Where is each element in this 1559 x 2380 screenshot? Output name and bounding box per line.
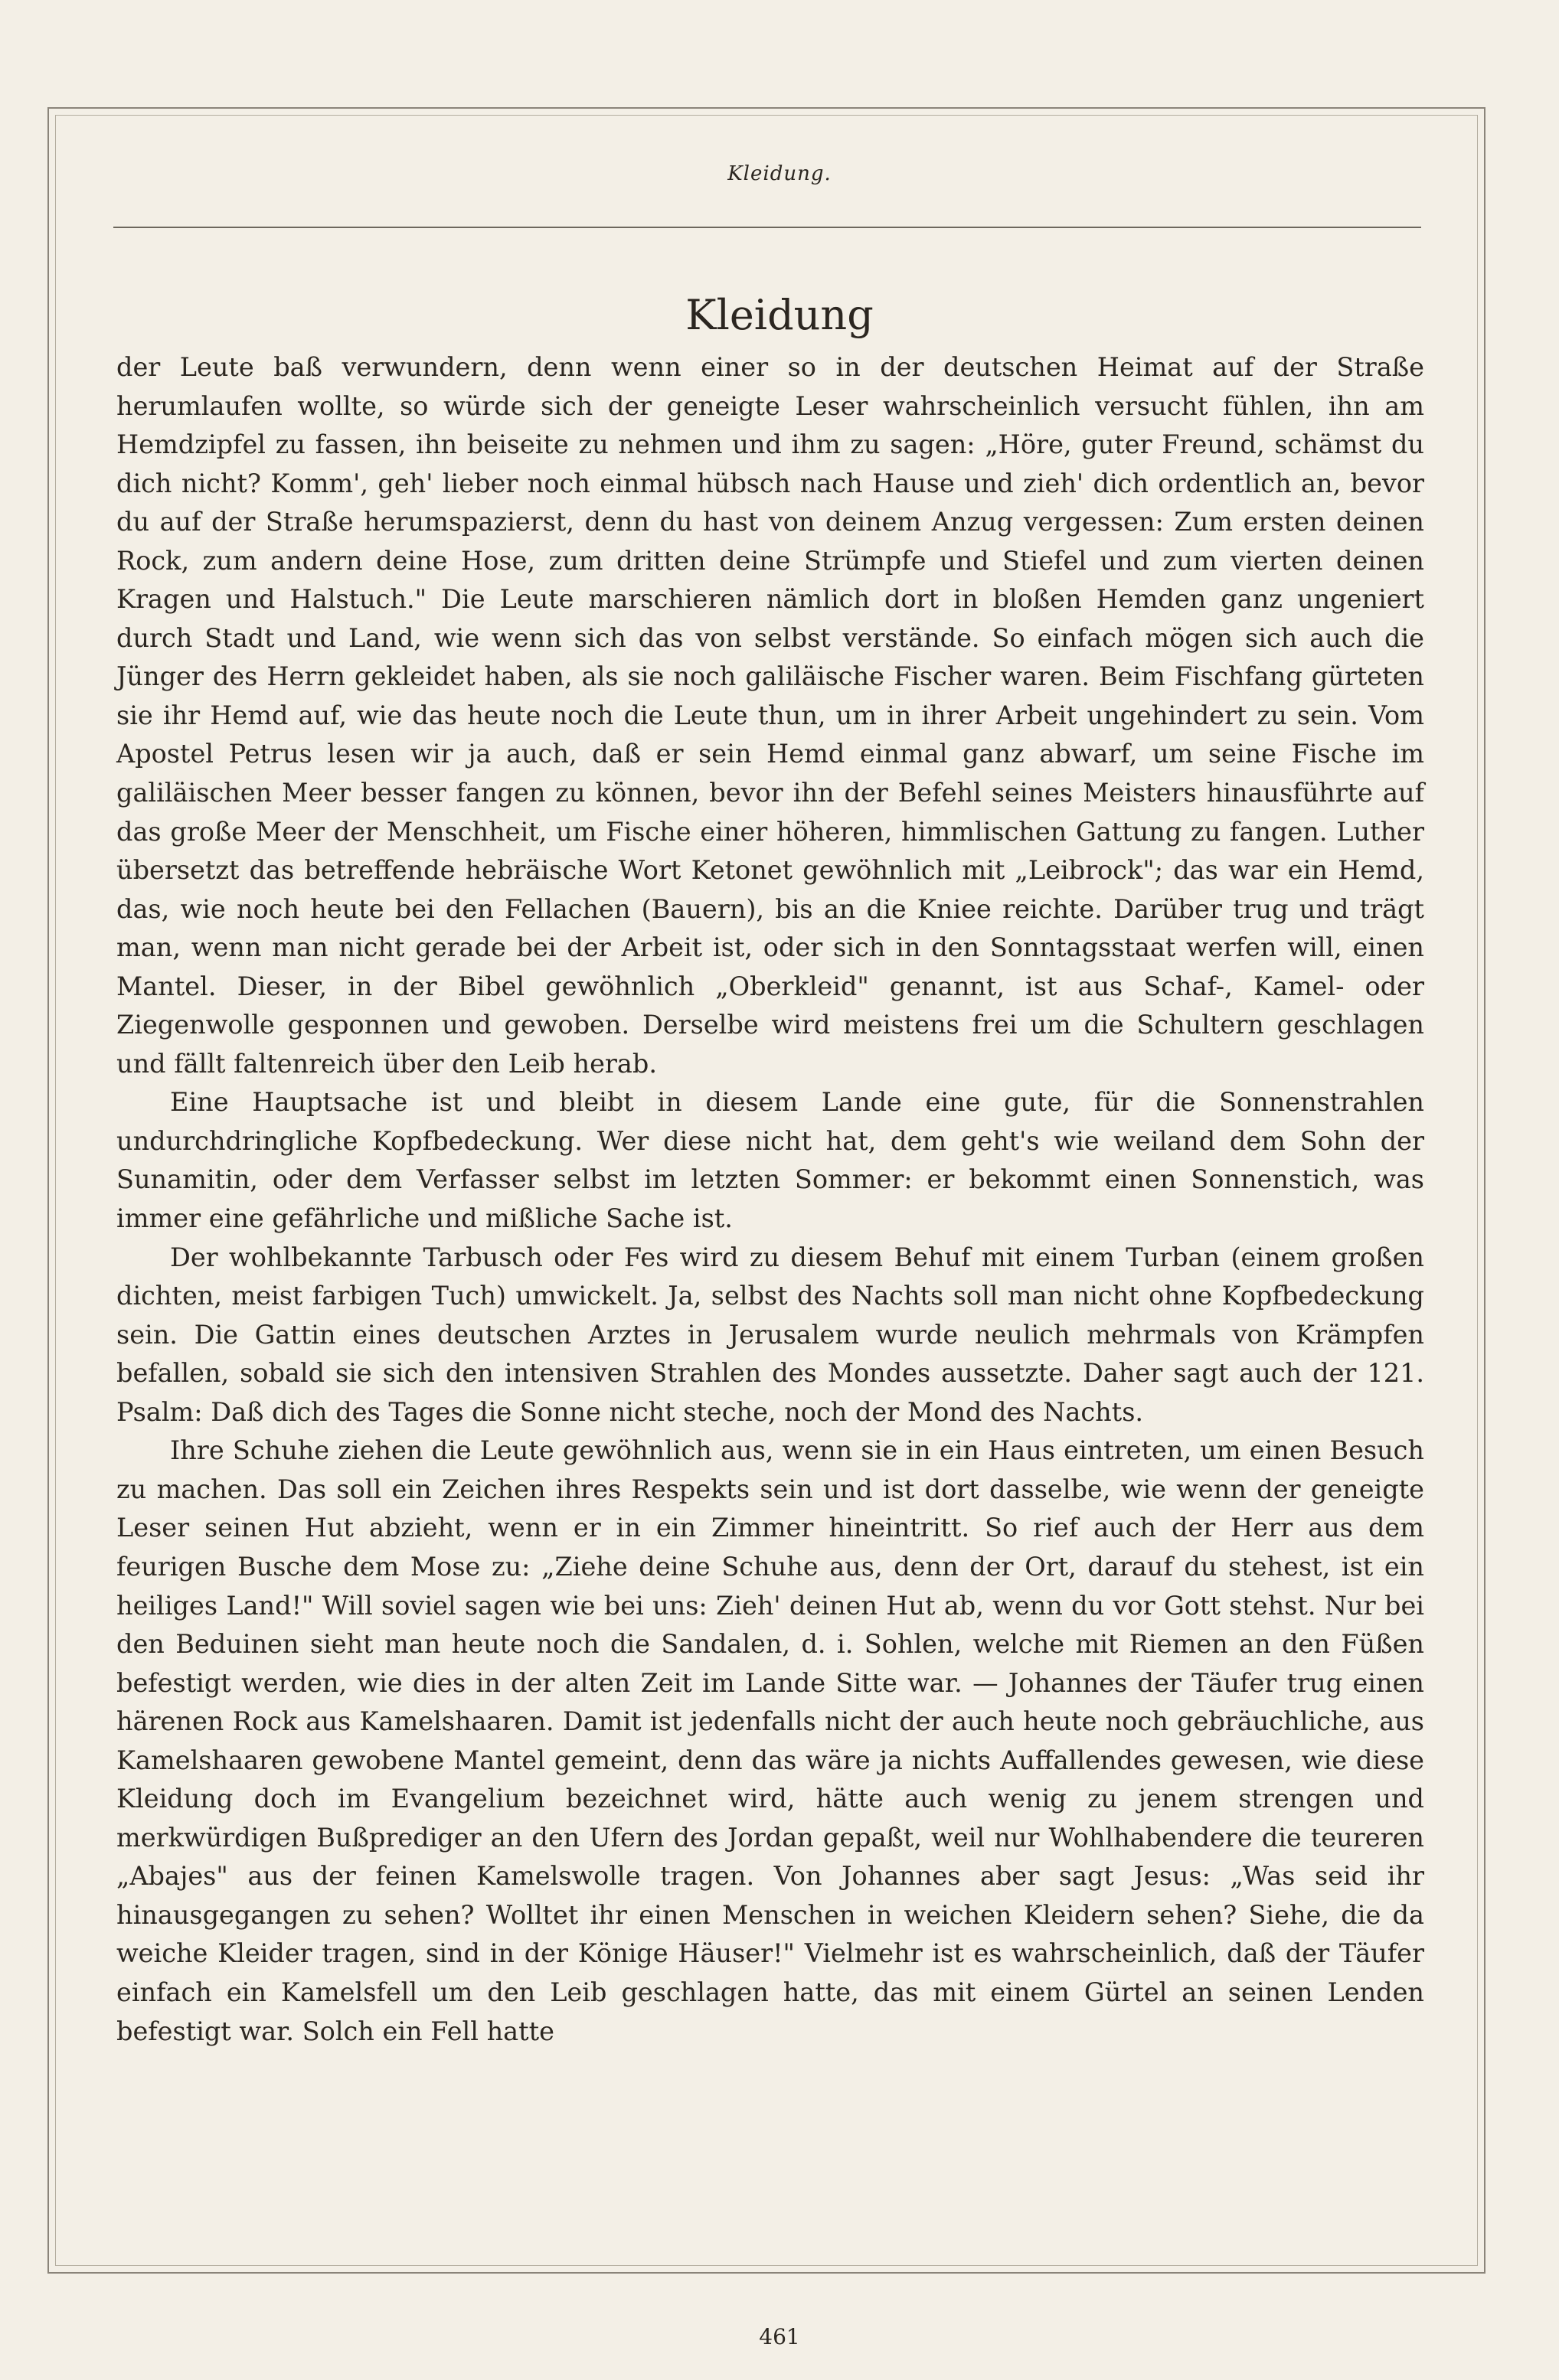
paragraph: Eine Hauptsache ist und bleibt in diesem Lande eine gute, für die Sonnenstrahlen undurchdringliche Kopfbedeckung. Wer diese nicht hat, dem geht's wie weiland dem Sohn der Sunamitin, oder dem Verfasser selbst im letzten Sommer: er bekommt einen Sonnenstich, was immer eine gefährliche und mißliche Sache ist. <box>116 1087 1424 1234</box>
running-head: Kleidung. <box>727 162 832 185</box>
paragraph: Der wohlbekannte Tarbusch oder Fes wird zu diesem Behuf mit einem Turban (einem großen dichten, meist farbigen Tuch) umwickelt. Ja, selbst des Nachts soll man nicht ohne Kopfbedeckung sein. Die Gattin eines deutschen Arztes in Jerusalem wurde neulich mehrmals von Krämpfen befallen, sobald sie sich den intensiven Strahlen des Mondes aussetzte. Daher sagt auch der 121. Psalm: Daß dich des Tages die Sonne nicht steche, noch der Mond des Nachts. <box>116 1242 1424 1427</box>
header-rule <box>113 227 1421 228</box>
paragraph: Ihre Schuhe ziehen die Leute gewöhnlich aus, wenn sie in ein Haus eintreten, um einen Besuch zu machen. Das soll ein Zeichen ihres Respekts sein und ist dort dasselbe, wie wenn der geneigte Leser seinen Hut abzieht, wenn er in ein Zimmer hineintritt. So rief auch der Herr aus dem feurigen Busche dem Mose zu: „Ziehe deine Schuhe aus, denn der Ort, darauf du stehest, ist ein heiliges Land!" Will soviel sagen wie bei uns: Zieh' deinen Hut ab, wenn du vor Gott stehst. Nur bei den Beduinen sieht man heute noch die Sandalen, d. i. Sohlen, welche mit Riemen an den Füßen befestigt werden, wie dies in der alten Zeit im Lande Sitte war. — Johannes der Täufer trug einen härenen Rock aus Kamelshaaren. Damit ist jedenfalls nicht der auch heute noch gebräuchliche, aus Kamelshaaren gewobene Mantel gemeint, denn das wäre ja nichts Auffallendes gewesen, wie diese Kleidung doch im Evangelium bezeichnet wird, hätte auch wenig zu jenem strengen und merkwürdigen Bußprediger an den Ufern des Jordan gepaßt, weil nur Wohlhabendere die teureren „Abajes" aus der feinen Kamelswolle tragen. Von Johannes aber sagt Jesus: „Was seid ihr hinausgegangen zu sehen? Wolltet ihr einen Menschen in weichen Kleidern sehen? Siehe, die da weiche Kleider tragen, sind in der Könige Häuser!" Vielmehr ist es wahrscheinlich, daß der Täufer einfach ein Kamelsfell um den Leib geschlagen hatte, das mit einem Gürtel an seinen Lenden befestigt war. Solch ein Fell hatte <box>116 1435 1424 2046</box>
chapter-title: Kleidung <box>685 291 874 339</box>
page-number: 461 <box>759 2324 800 2349</box>
body-text <box>116 348 1424 2051</box>
paragraph: der Leute baß verwundern, denn wenn einer so in der deutschen Heimat auf der Straße herumlaufen wollte, so würde sich der geneigte Leser wahrscheinlich versucht fühlen, ihn am Hemdzipfel zu fassen, ihn beiseite zu nehmen und ihm zu sagen: „Höre, guter Freund, schämst du dich nicht? Komm', geh' lieber noch einmal hübsch nach Hause und zieh' dich ordentlich an, bevor du auf der Straße herumspazierst, denn du hast von deinem Anzug vergessen: Zum ersten deinen Rock, zum andern deine Hose, zum dritten deine Strümpfe und Stiefel und zum vierten deinen Kragen und Halstuch." Die Leute marschieren nämlich dort in bloßen Hemden ganz ungeniert durch Stadt und Land, wie wenn sich das von selbst verstände. So einfach mögen sich auch die Jünger des Herrn gekleidet haben, als sie noch galiläische Fischer waren. Beim Fischfang gürteten sie ihr Hemd auf, wie das heute noch die Leute thun, um in ihrer Arbeit ungehindert zu sein. Vom Apostel Petrus lesen wir ja auch, daß er sein Hemd einmal ganz abwarf, um seine Fische im galiläischen Meer besser fangen zu können, bevor ihn der Befehl seines Meisters hinausführte auf das große Meer der Menschheit, um Fische einer höheren, himmlischen Gattung zu fangen. Luther übersetzt das betreffende hebräische Wort Ketonet gewöhnlich mit „Leibrock"; das war ein Hemd, das, wie noch heute bei den Fellachen (Bauern), bis an die Kniee reichte. Darüber trug und trägt man, wenn man nicht gerade bei der Arbeit ist, oder sich in den Sonntagsstaat werfen will, einen Mantel. Dieser, in der Bibel gewöhnlich „Oberkleid" genannt, ist aus Schaf-, Kamel- oder Ziegenwolle gesponnen und gewoben. Derselbe wird meistens frei um die Schultern geschlagen und fällt faltenreich über den Leib herab. <box>116 352 1424 1079</box>
